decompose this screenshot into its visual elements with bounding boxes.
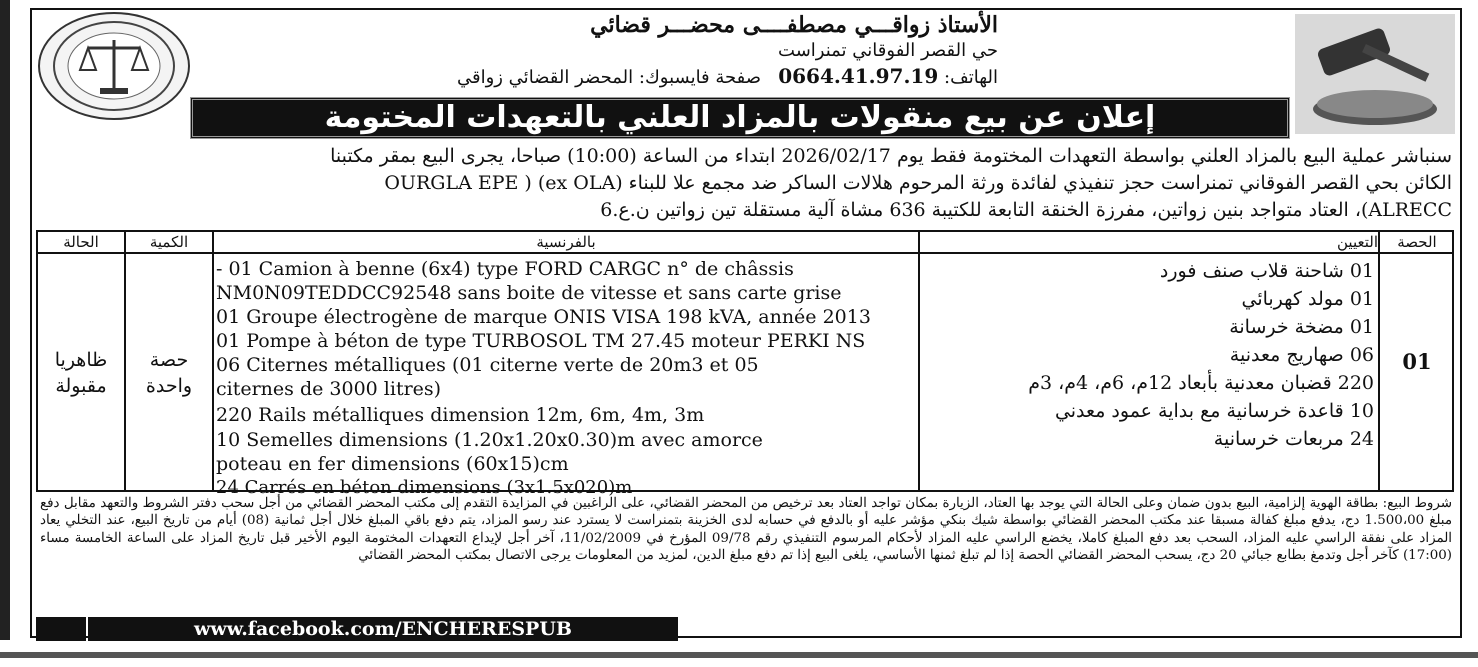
french-item: 06 Citernes métalliques (01 citerne verte de 20m3 et 05 bbox=[216, 354, 759, 376]
intro-line: ALRECC)، العتاد متواجد بنين زواتين، مفرزة الخنقة التابعة للكتيبة 636 مشاة آلية مستقلة تين زواتين ن.ع.6 bbox=[600, 199, 1452, 221]
quantity-value: حصة واحدة bbox=[145, 349, 193, 397]
intro-line: الكائن بحي القصر الفوقاني تمنراست حجز تنفيذي لفائدة ورثة المرحوم هلالات الساكر ضد مجمع علا للبناء (ex OLA) ( OURGLA EPE bbox=[384, 172, 1452, 194]
condition-value: ظاهريا مقبولة bbox=[54, 349, 108, 397]
french-item: NM0N09TEDDCC92548 sans boite de vitesse et sans carte grise bbox=[216, 282, 842, 304]
bottom-divider bbox=[0, 652, 1478, 658]
contact-line bbox=[457, 64, 998, 88]
french-item: 01 Groupe électrogène de marque ONIS VISA 198 kVA, année 2013 bbox=[216, 306, 871, 328]
facebook-page: صفحة فايسبوك: المحضر القضائي زواقي bbox=[456, 67, 762, 88]
phone-number: 0664.41.97.19 bbox=[778, 64, 939, 88]
french-item: poteau en fer dimensions (60x15)cm bbox=[216, 453, 569, 475]
arabic-item: 06 صهاريج معدنية bbox=[1229, 344, 1374, 366]
header-quantity: الكمية bbox=[149, 233, 189, 251]
gavel-logo bbox=[1295, 14, 1455, 134]
facebook-url[interactable]: www.facebook.com/ENCHERESPUB bbox=[88, 617, 678, 641]
announcement-title: إعلان عن بيع منقولات بالمزاد العلني بالتعهدات المختومة bbox=[324, 100, 1156, 135]
col-divider bbox=[212, 232, 214, 490]
footer-strip bbox=[36, 617, 86, 641]
arabic-item: 10 قاعدة خرسانية مع بداية عمود معدني bbox=[1054, 400, 1374, 422]
french-item: - 01 Camion à benne (6x4) type FORD CARGC n° de châssis bbox=[216, 258, 794, 280]
header-condition: الحالة bbox=[63, 233, 99, 251]
french-item: citernes de 3000 litres) bbox=[216, 378, 442, 400]
sale-terms: شروط البيع: بطاقة الهوية إلزامية، البيع بدون ضمان وعلى الحالة التي يوجد بها العتاد، الزيارة بمكان تواجد العتاد بعد ترخيص من المحضر القضائي، على الراغبين في المزايدة التقدم إلى مكتب المحضر القضائي من أجل سحب دفتر الشروط والتعهد مقابل دفع مبلغ 1.500،00 دج، يدفع مبلغ كفالة مسبقا عند مكتب المحضر القضائي بواسطة شيك بنكي مؤشر عليه أو بالدفع في حسابه لدى الخزينة بتمنراست لا يسترد عند رسو المزاد، يتم دفع باقي المبلغ خلال أجل ثمانية (08) أيام من تاريخ البيع، عند التخلي يعاد المزاد على نفقة الراسي عليه المزاد، السحب بعد دفع المبلغ كاملا، يخضع الراسي عليه المزاد لأحكام المرسوم التنفيذي رقم 09/78 المؤرخ في 11/02/2009، آخر أجل لإيداع التعهدات المختومة اليوم الأخير قبل تاريخ المزاد على الساعة الخامسة مساء (17:00) كآخر أجل وتدمغ بطابع جبائي 20 دج، يسحب المحضر القضائي الحصة إذا لم تبلغ ثمنها الأساسي، يلغى البيع إذا تم دفع مبلغ الدين، لمزيد من المعلومات يرجى الاتصال بمكتب المحضر القضائي bbox=[40, 496, 1452, 563]
french-item: 220 Rails métalliques dimension 12m, 6m, 4m, 3m bbox=[216, 404, 705, 426]
arabic-item: 24 مربعات خرسانية bbox=[1213, 428, 1374, 450]
page-edge-bar bbox=[0, 0, 10, 640]
phone-label: الهاتف: bbox=[944, 67, 998, 88]
items-table bbox=[36, 230, 1454, 498]
french-item: 01 Pompe à béton de type TURBOSOL TM 27.45 moteur PERKI NS bbox=[216, 330, 866, 352]
french-item: 24 Carrés en béton dimensions (3x1.5x020)m bbox=[216, 477, 633, 498]
col-divider bbox=[918, 232, 920, 490]
french-item: 10 Semelles dimensions (1.20x1.20x0.30)m avec amorce bbox=[216, 429, 763, 451]
arabic-item: 220 قضبان معدنية بأبعاد 12م، 6م، 4م، 3م bbox=[1028, 372, 1374, 394]
arabic-item: 01 شاحنة قلاب صنف فورد bbox=[1159, 260, 1374, 282]
justice-seal-logo bbox=[38, 12, 190, 120]
header-french: بالفرنسية bbox=[536, 233, 596, 251]
lot-number: 01 bbox=[1402, 348, 1432, 374]
office-address: حي القصر الفوقاني تمنراست bbox=[778, 40, 998, 61]
sale-intro bbox=[42, 143, 1452, 224]
arabic-item: 01 مضخة خرسانة bbox=[1229, 316, 1374, 338]
header-lot: الحصة bbox=[1397, 233, 1437, 251]
header-designation: التعيين bbox=[1337, 233, 1378, 251]
arabic-item: 01 مولد كهربائي bbox=[1241, 288, 1374, 310]
bailiff-name: الأستاذ زواقـــي مصطفــــى محضـــر قضائي bbox=[590, 12, 998, 38]
intro-line: سنباشر عملية البيع بالمزاد العلني بواسطة التعهدات المختومة فقط يوم 2026/02/17 ابتداء من الساعة (10:00) صباحا، يجرى البيع بمقر مكتبنا bbox=[330, 145, 1452, 167]
